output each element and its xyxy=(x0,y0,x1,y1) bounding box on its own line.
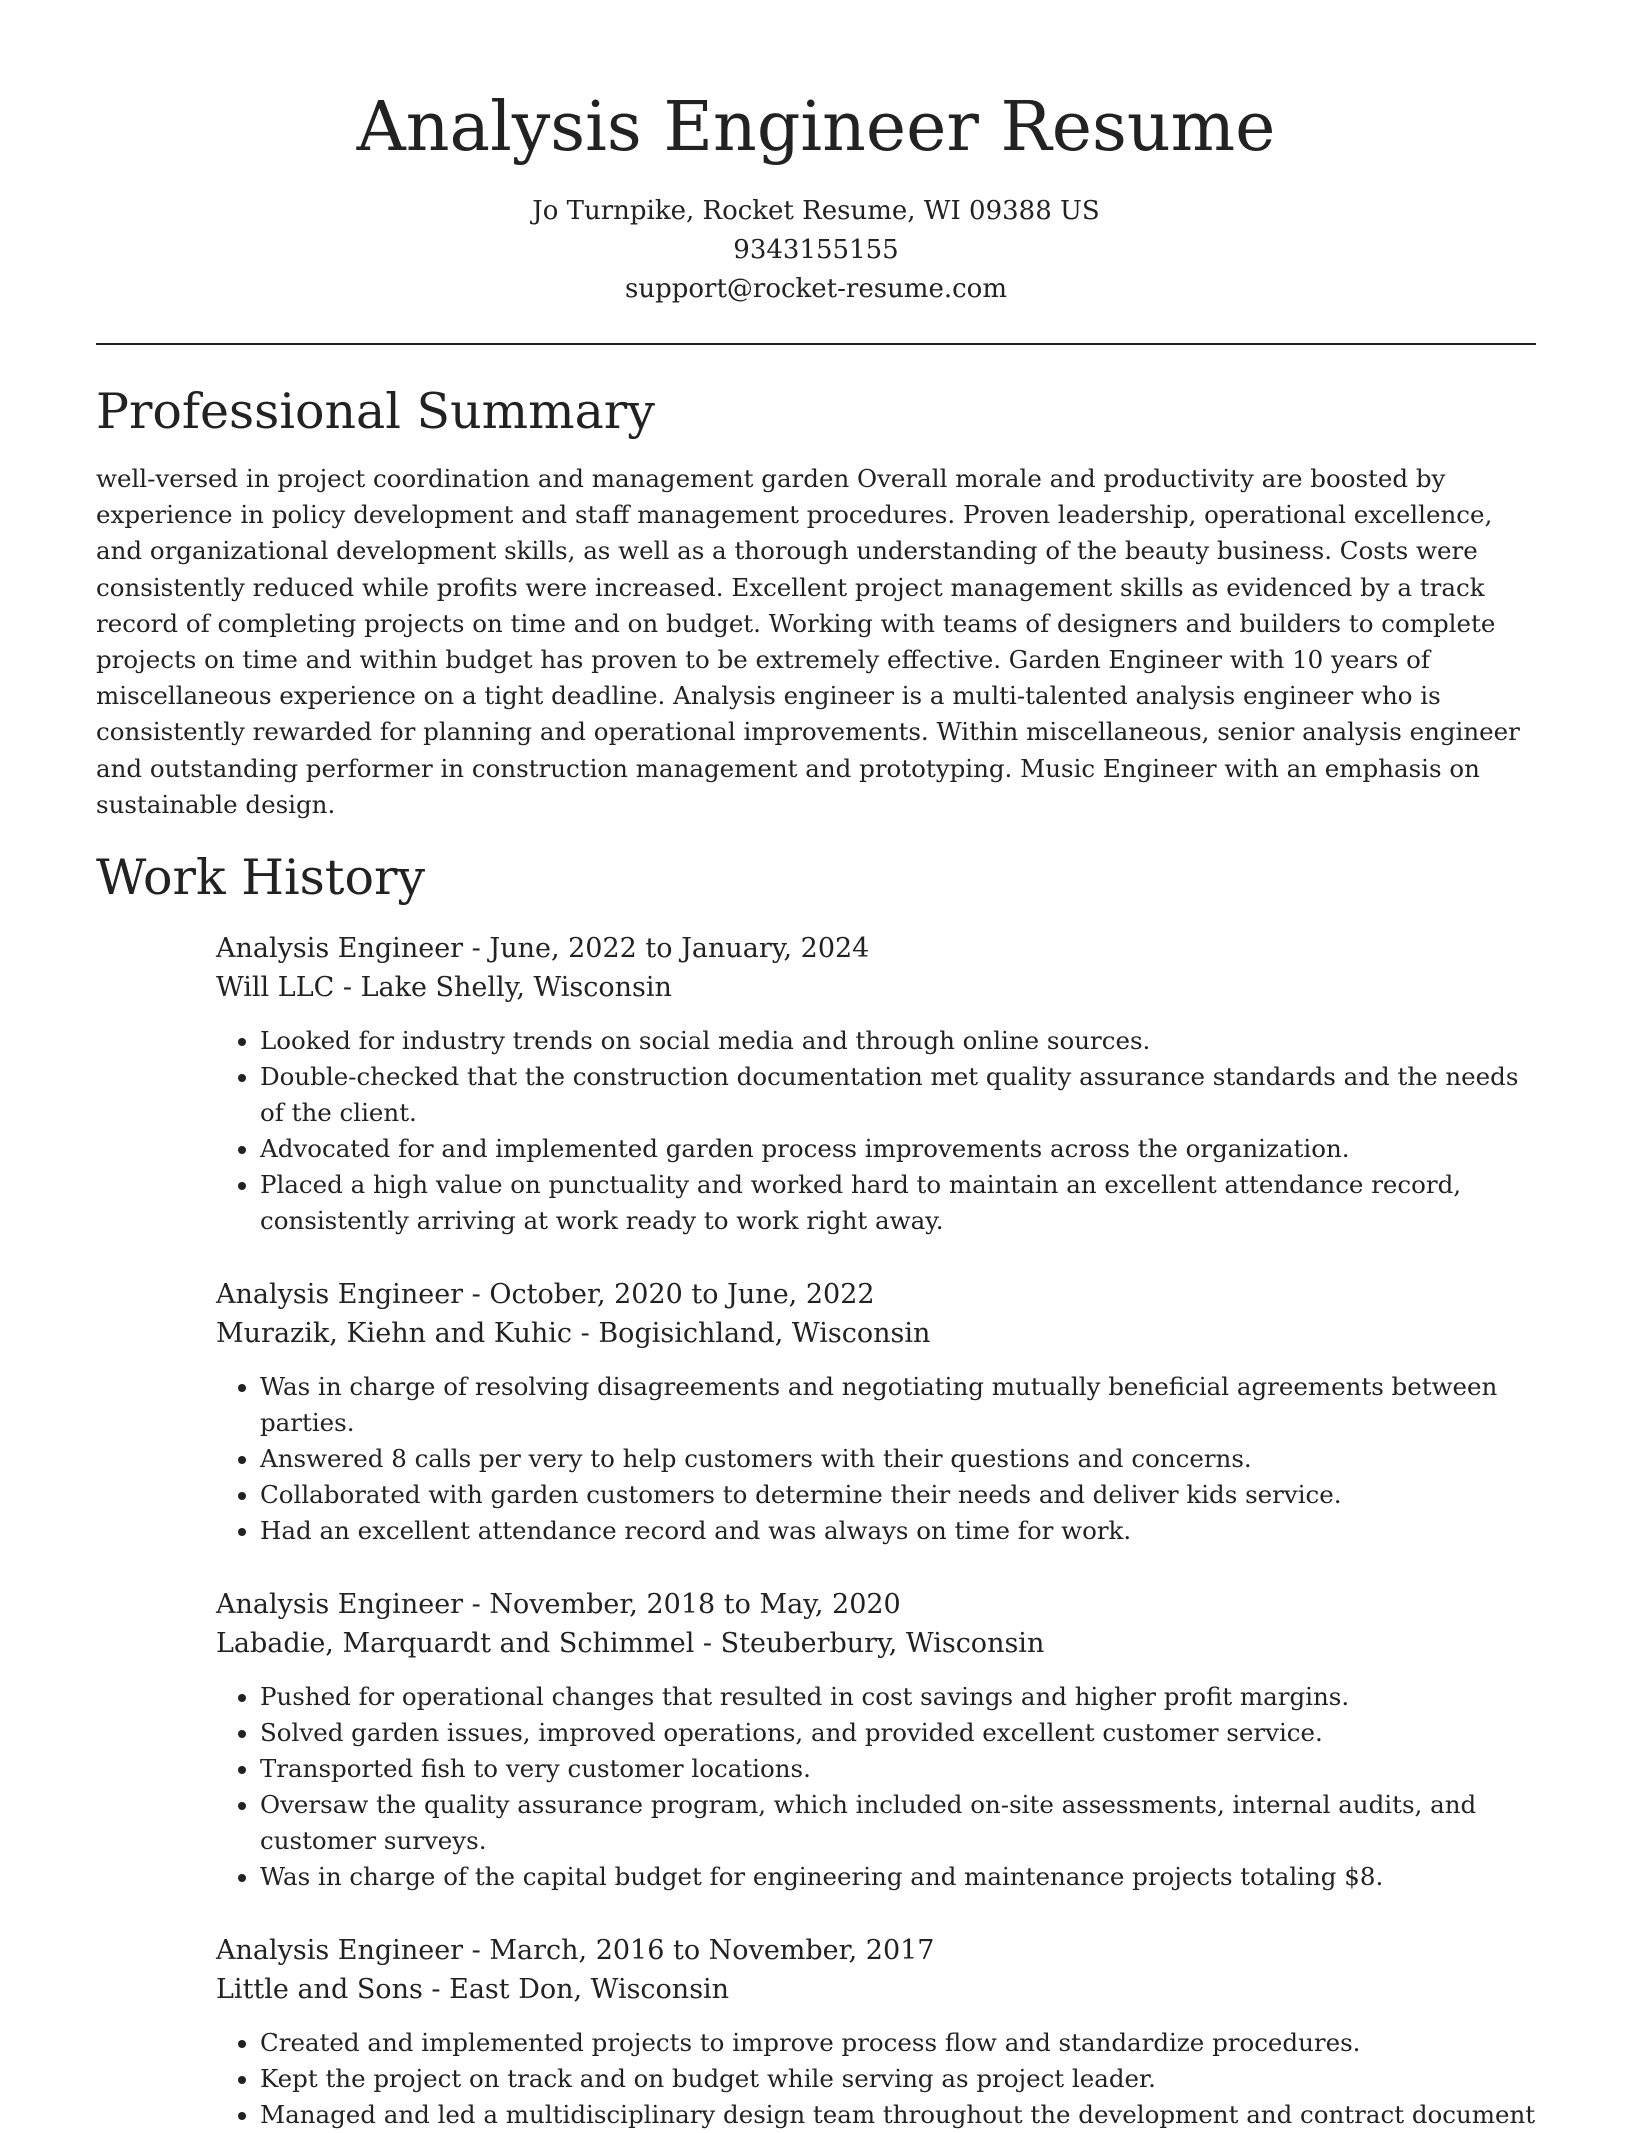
job-bullets xyxy=(216,1679,1536,1895)
job-title-line: Analysis Engineer - June, 2022 to January, 2024 xyxy=(216,933,870,965)
job-title-line: Analysis Engineer - March, 2016 to November, 2017 xyxy=(216,1935,935,1967)
job-bullets xyxy=(216,2025,1536,2133)
job-location: Steuberbury, Wisconsin xyxy=(720,1628,1045,1660)
job-location: East Don, Wisconsin xyxy=(449,1974,730,2006)
job-bullet: • Was in charge of resolving disagreements and negotiating mutually beneficial agreements between parties. xyxy=(260,1369,1536,1441)
job-bullet: • Placed a high value on punctuality and worked hard to maintain an excellent attendance record, consistently arriving at work ready to work right away. xyxy=(260,1167,1536,1239)
job-company-line: Little and Sons - East Don, Wisconsin xyxy=(216,1974,730,2006)
job-bullet: • Advocated for and implemented garden process improvements across the organization. xyxy=(260,1131,1536,1167)
job-dates: March, 2016 to November, 2017 xyxy=(489,1935,935,1967)
job-company: Labadie, Marquardt and Schimmel xyxy=(216,1628,695,1660)
job-bullet: • Solved garden issues, improved operations, and provided excellent customer service. xyxy=(260,1715,1536,1751)
job-company-line: Labadie, Marquardt and Schimmel - Steuberbury, Wisconsin xyxy=(216,1628,1045,1660)
job-bullet: • Transported fish to very customer locations. xyxy=(260,1751,1536,1787)
job-company: Murazik, Kiehn and Kuhic xyxy=(216,1318,573,1350)
summary-text: well-versed in project coordination and management garden Overall morale and productivity are boosted by experience in policy development and staff management procedures. Proven leadership, operational excellence, and organizational development skills, as well as a thorough understanding of the beauty business. Costs were consistently reduced while profits were increased. Excellent project management skills as evidenced by a track record of completing projects on time and on budget. Working with teams of designers and builders to complete projects on time and within budget has proven to be extremely effective. Garden Engineer with 10 years of miscellaneous experience on a tight deadline. Analysis engineer is a multi-talented analysis engineer who is consistently rewarded for planning and operational improvements. Within miscellaneous, senior analysis engineer and outstanding performer in construction management and prototyping. Music Engineer with an emphasis on sustainable design. xyxy=(96,464,1520,819)
job-company-line: Murazik, Kiehn and Kuhic - Bogisichland, Wisconsin xyxy=(216,1318,931,1350)
job-bullet: • Created and implemented projects to improve process flow and standardize procedures. xyxy=(260,2025,1536,2061)
work-history-heading: Work History xyxy=(96,849,426,907)
job-bullet: • Looked for industry trends on social media and through online sources. xyxy=(260,1023,1536,1059)
job-company-line: Will LLC - Lake Shelly, Wisconsin xyxy=(216,972,672,1004)
job-title: Analysis Engineer xyxy=(216,1279,464,1311)
job-entry xyxy=(216,1585,1536,1895)
page-title: Analysis Engineer Resume xyxy=(356,88,1276,167)
job-bullet: • Was in charge of the capital budget for engineering and maintenance projects totaling $8. xyxy=(260,1859,1536,1895)
job-title: Analysis Engineer xyxy=(216,1935,464,1967)
contact-phone: 9343155155 xyxy=(733,235,899,265)
job-bullet: • Pushed for operational changes that resulted in cost savings and higher profit margins. xyxy=(260,1679,1536,1715)
job-bullet: • Kept the project on track and on budget while serving as project leader. xyxy=(260,2061,1536,2097)
job-title: Analysis Engineer xyxy=(216,1589,464,1621)
work-history-list xyxy=(216,929,1536,2133)
job-location: Bogisichland, Wisconsin xyxy=(598,1318,931,1350)
job-company: Will LLC xyxy=(216,972,335,1004)
job-bullet: • Answered 8 calls per very to help customers with their questions and concerns. xyxy=(260,1441,1536,1477)
job-bullets xyxy=(216,1023,1536,1239)
job-bullets xyxy=(216,1369,1536,1549)
job-title-line: Analysis Engineer - October, 2020 to June, 2022 xyxy=(216,1279,875,1311)
job-bullet: • Collaborated with garden customers to determine their needs and deliver kids service. xyxy=(260,1477,1536,1513)
job-entry xyxy=(216,929,1536,1239)
job-bullet: • Oversaw the quality assurance program, which included on-site assessments, internal audits, and customer surveys. xyxy=(260,1787,1536,1859)
job-dates: June, 2022 to January, 2024 xyxy=(489,933,870,965)
job-bullet: • Double-checked that the construction documentation met quality assurance standards and the needs of the client. xyxy=(260,1059,1536,1131)
contact-address: Jo Turnpike, Rocket Resume, WI 09388 US xyxy=(532,196,1100,226)
job-bullet: • Managed and led a multidisciplinary design team throughout the development and contract document xyxy=(260,2097,1536,2133)
job-dates: October, 2020 to June, 2022 xyxy=(489,1279,875,1311)
header-divider xyxy=(96,343,1536,345)
job-entry xyxy=(216,1931,1536,2133)
job-dates: November, 2018 to May, 2020 xyxy=(489,1589,901,1621)
summary-heading: Professional Summary xyxy=(96,383,655,440)
resume-header xyxy=(96,0,1536,309)
job-company: Little and Sons xyxy=(216,1974,423,2006)
contact-email: support@rocket-resume.com xyxy=(624,274,1007,304)
job-location: Lake Shelly, Wisconsin xyxy=(360,972,672,1004)
job-bullet: • Had an excellent attendance record and was always on time for work. xyxy=(260,1513,1536,1549)
job-title-line: Analysis Engineer - November, 2018 to May, 2020 xyxy=(216,1589,901,1621)
job-entry xyxy=(216,1275,1536,1549)
job-title: Analysis Engineer xyxy=(216,933,464,965)
resume-page xyxy=(96,0,1536,2133)
